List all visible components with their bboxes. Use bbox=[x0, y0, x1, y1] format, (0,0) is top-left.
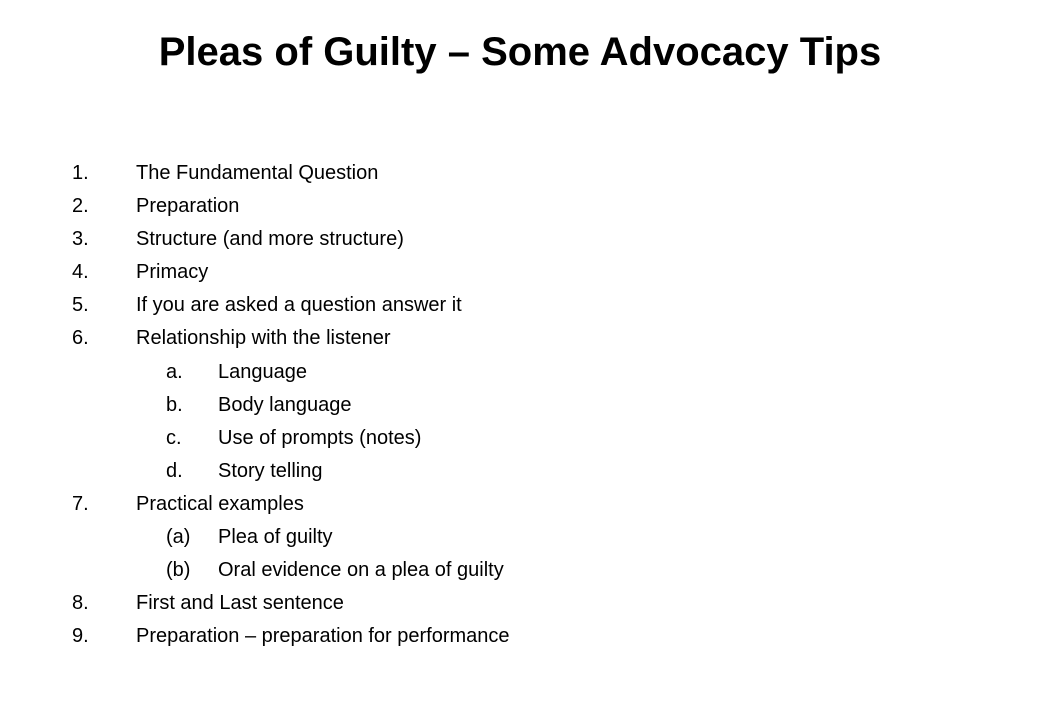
sub-list-item bbox=[72, 422, 972, 455]
list-item bbox=[72, 587, 972, 620]
list-item-text: Preparation – preparation for performance bbox=[136, 625, 510, 648]
sub-list-item bbox=[72, 356, 972, 389]
list-item-marker: b. bbox=[166, 393, 183, 416]
list-item-marker: c. bbox=[166, 426, 182, 449]
list-item-text: Plea of guilty bbox=[218, 526, 333, 549]
list-item-text: Structure (and more structure) bbox=[136, 228, 404, 251]
list-item-text: Language bbox=[218, 360, 307, 383]
list-item bbox=[72, 488, 972, 521]
list-item bbox=[72, 289, 972, 322]
list-item-text: Story telling bbox=[218, 459, 323, 482]
list-item bbox=[72, 190, 972, 223]
list-item bbox=[72, 223, 972, 256]
list-item-text: First and Last sentence bbox=[136, 592, 344, 615]
list-item-marker: 1. bbox=[72, 162, 89, 184]
list-item-text: The Fundamental Question bbox=[136, 162, 379, 184]
list-item-text: Practical examples bbox=[136, 492, 304, 515]
list-item-marker: 5. bbox=[72, 294, 89, 317]
list-item-marker: (b) bbox=[166, 559, 191, 582]
list-item-marker: 3. bbox=[72, 228, 89, 251]
sub-list-item bbox=[72, 521, 972, 554]
list-item-text: Primacy bbox=[136, 261, 209, 284]
list-item bbox=[72, 620, 972, 653]
list-item-text: Relationship with the listener bbox=[136, 327, 391, 350]
list-item bbox=[72, 322, 972, 355]
list-item-marker: 8. bbox=[72, 592, 89, 615]
sub-list-item bbox=[72, 554, 972, 587]
list-item-text: Use of prompts (notes) bbox=[218, 426, 422, 449]
list-item-text: Body language bbox=[218, 393, 352, 416]
list-item-marker: a. bbox=[166, 360, 183, 383]
outline-list bbox=[72, 157, 972, 653]
list-item-text: Oral evidence on a plea of guilty bbox=[218, 559, 504, 582]
list-item-marker: d. bbox=[166, 459, 183, 482]
list-item-marker: (a) bbox=[166, 526, 191, 549]
list-item-marker: 2. bbox=[72, 195, 89, 218]
list-item-text: Preparation bbox=[136, 195, 240, 218]
list-item-text: If you are asked a question answer it bbox=[136, 294, 462, 317]
list-item-marker: 4. bbox=[72, 261, 89, 284]
list-item-marker: 6. bbox=[72, 327, 89, 350]
sub-list-item bbox=[72, 455, 972, 488]
list-item-marker: 7. bbox=[72, 492, 89, 515]
list-item bbox=[72, 256, 972, 289]
list-item bbox=[72, 157, 972, 190]
sub-list-item bbox=[72, 389, 972, 422]
list-item-marker: 9. bbox=[72, 625, 89, 648]
slide-title: Pleas of Guilty – Some Advocacy Tips bbox=[158, 30, 882, 74]
